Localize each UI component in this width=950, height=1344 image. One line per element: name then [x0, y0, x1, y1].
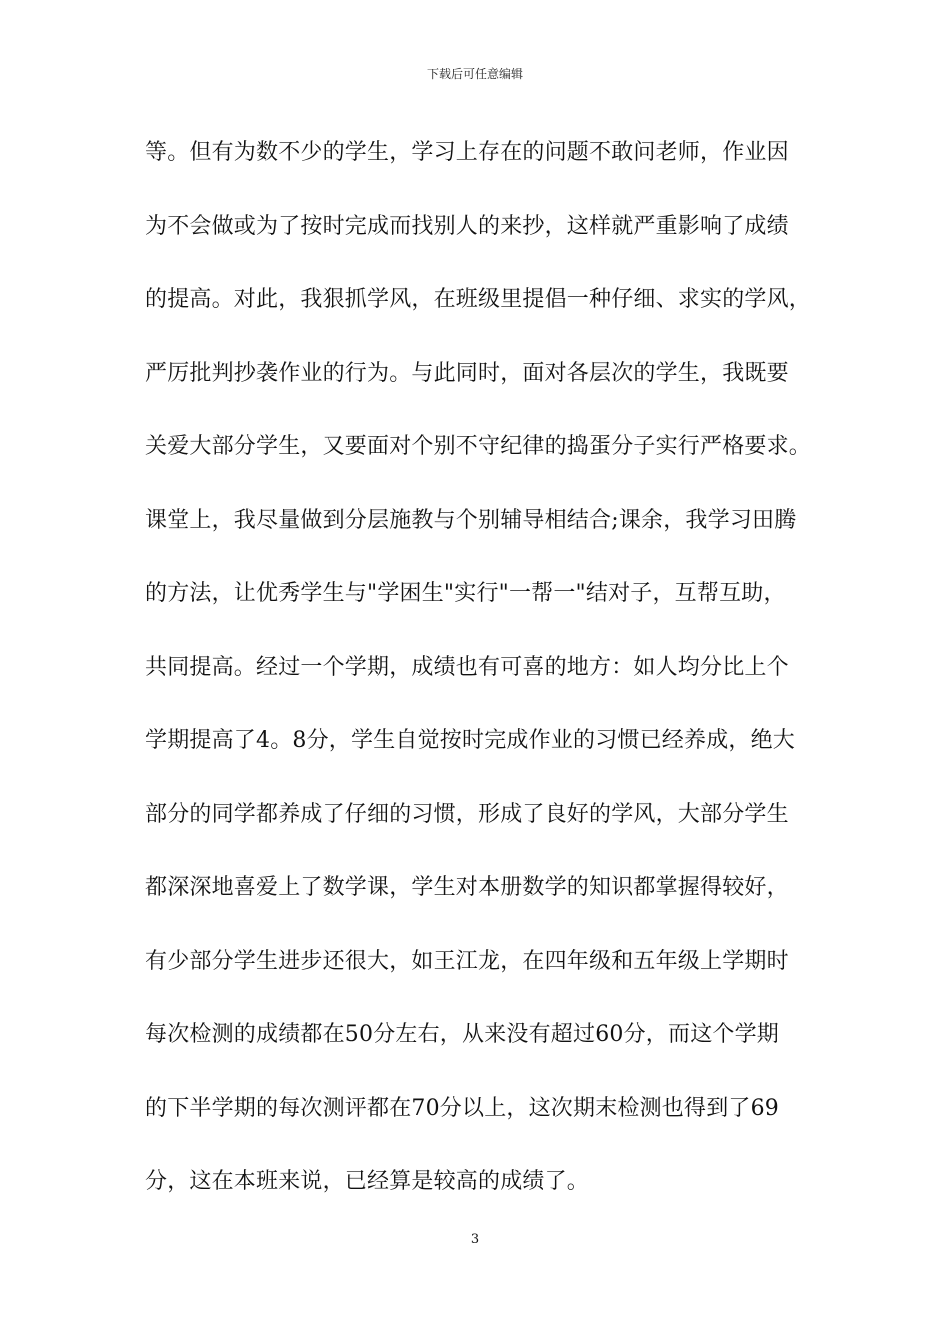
- text-line: 严厉批判抄袭作业的行为。与此同时，面对各层次的学生，我既要: [145, 360, 789, 386]
- page-header: 下载后可任意编辑: [426, 67, 523, 81]
- text-line: 的方法，让优秀学生与"学困生"实行"一帮一"结对子，互帮互助，: [145, 581, 786, 606]
- text-line: 有少部分学生进步还很大，如王江龙，在四年级和五年级上学期时: [145, 948, 789, 974]
- text-line: 等。但有为数不少的学生，学习上存在的问题不敢问老师，作业因: [145, 140, 789, 165]
- text-line: 的下半学期的每次测评都在70分以上，这次期末检测也得到了69: [145, 1095, 779, 1121]
- text-line: 分，这在本班来说，已经算是较高的成绩了。: [145, 1169, 590, 1194]
- text-line: 部分的同学都养成了仔细的习惯，形成了良好的学风，大部分学生: [145, 801, 789, 827]
- text-line: 学期提高了4。8分，学生自觉按时完成作业的习惯已经养成，绝大: [145, 728, 795, 753]
- text-line: 关爱大部分学生，又要面对个别不守纪律的捣蛋分子实行严格要求。: [145, 434, 812, 459]
- text-line: 的提高。对此，我狠抓学风，在班级里提倡一种仔细、求实的学风，: [145, 287, 812, 312]
- text-line: 每次检测的成绩都在50分左右，从来没有超过60分，而这个学期: [145, 1022, 779, 1047]
- page-number: 3: [470, 1232, 480, 1247]
- text-line: 为不会做或为了按时完成而找别人的来抄，这样就严重影响了成绩: [145, 213, 789, 239]
- text-line: 共同提高。经过一个学期，成绩也有可喜的地方：如人均分比上个: [145, 654, 789, 680]
- text-line: 课堂上，我尽量做到分层施教与个别辅导相结合;课余，我学习田腾: [145, 507, 797, 533]
- text-line: 都深深地喜爱上了数学课，学生对本册数学的知识都掌握得较好，: [145, 875, 789, 900]
- body-text: [145, 131, 835, 1234]
